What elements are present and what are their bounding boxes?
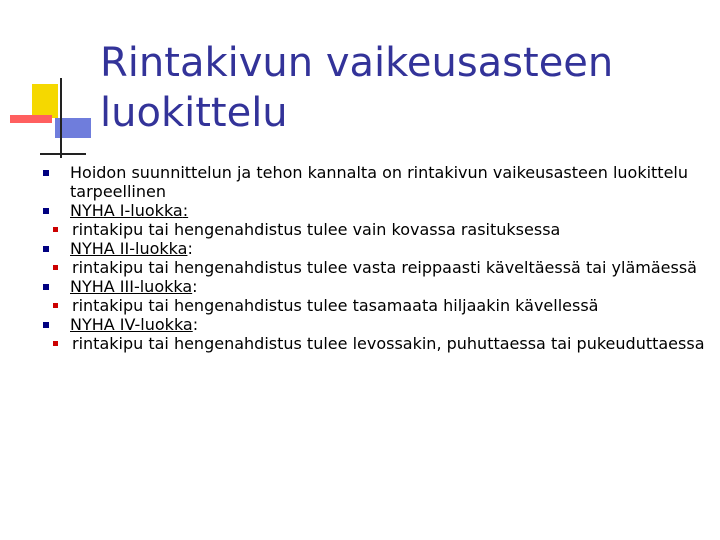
logo-red-bar	[10, 115, 52, 123]
logo-yellow-block	[32, 84, 58, 118]
sub-list-item	[40, 220, 710, 239]
sub-item-text: rintakipu tai hengenahdistus tulee levossakin, puhuttaessa tai pukeuduttaessa	[72, 334, 705, 353]
square-bullet-icon	[43, 284, 49, 290]
sub-item-text: rintakipu tai hengenahdistus tulee vasta reippaasti käveltäessä tai ylämäessä	[72, 258, 697, 277]
list-item-suffix: :	[187, 239, 193, 258]
list-item-suffix: :	[182, 201, 189, 220]
list-item-text: Hoidon suunnittelun ja tehon kannalta on rintakivun vaikeusasteen luokittelu tarpeellinen	[70, 163, 689, 201]
logo-vertical-line	[60, 78, 62, 158]
square-bullet-icon	[43, 246, 49, 252]
sub-list-item	[40, 334, 710, 353]
title-line-2: luokittelu	[100, 90, 288, 136]
sub-item-text: rintakipu tai hengenahdistus tulee tasamaata hiljaakin kävellessä	[72, 296, 599, 315]
square-bullet-icon	[43, 208, 49, 214]
list-item	[40, 277, 710, 296]
list-item	[40, 239, 710, 258]
title-line-1: Rintakivun vaikeusasteen	[100, 40, 614, 86]
list-item	[40, 201, 710, 220]
sub-list-item	[40, 296, 710, 315]
nyha-link[interactable]: NYHA IV-luokka	[70, 315, 193, 334]
list-item	[40, 315, 710, 334]
list-item-suffix: :	[192, 315, 199, 334]
square-bullet-icon	[53, 265, 58, 270]
square-bullet-icon	[53, 227, 58, 232]
nyha-link[interactable]: NYHA II-luokka	[70, 239, 188, 258]
nyha-link[interactable]: NYHA III-luokka	[70, 277, 193, 296]
square-bullet-icon	[53, 303, 58, 308]
slide-title	[100, 38, 700, 138]
square-bullet-icon	[53, 341, 58, 346]
logo-horizontal-line	[40, 153, 86, 155]
list-item	[40, 163, 710, 201]
bullet-list	[40, 163, 710, 353]
square-bullet-icon	[43, 322, 49, 328]
nyha-link[interactable]: NYHA I-luokka	[70, 201, 183, 220]
list-item-suffix: :	[192, 277, 198, 296]
square-bullet-icon	[43, 170, 49, 176]
sub-list-item	[40, 258, 710, 277]
sub-item-text: rintakipu tai hengenahdistus tulee vain kovassa rasituksessa	[72, 220, 561, 239]
